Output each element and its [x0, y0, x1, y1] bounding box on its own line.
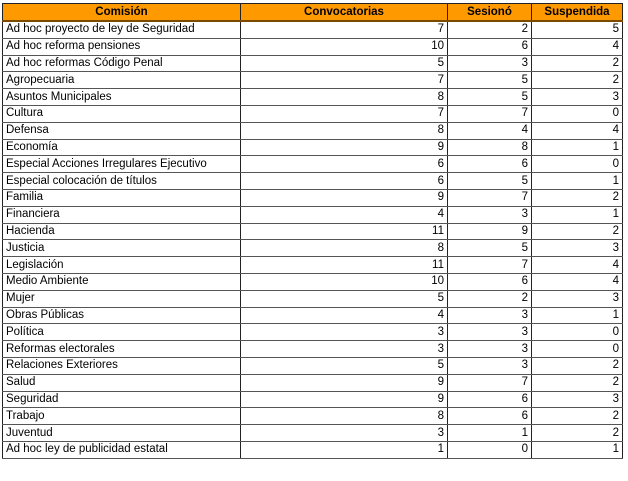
cell-suspendida: 0 [532, 156, 623, 173]
cell-convocatorias: 3 [241, 324, 448, 341]
cell-convocatorias: 9 [241, 189, 448, 206]
table-row [3, 391, 623, 408]
cell-sesiono: 5 [448, 240, 532, 257]
table-row [3, 21, 623, 38]
cell-suspendida: 3 [532, 240, 623, 257]
table-row [3, 38, 623, 55]
cell-comision: Familia [3, 189, 241, 206]
cell-sesiono: 6 [448, 408, 532, 425]
cell-suspendida: 1 [532, 173, 623, 190]
commission-table [2, 3, 623, 459]
cell-suspendida: 3 [532, 290, 623, 307]
table-row [3, 341, 623, 358]
cell-sesiono: 5 [448, 173, 532, 190]
cell-comision: Seguridad [3, 391, 241, 408]
table-row [3, 72, 623, 89]
table-row [3, 139, 623, 156]
cell-convocatorias: 6 [241, 173, 448, 190]
cell-convocatorias: 9 [241, 139, 448, 156]
header-row [3, 4, 623, 22]
cell-comision: Juventud [3, 425, 241, 442]
table-row [3, 273, 623, 290]
cell-suspendida: 2 [532, 374, 623, 391]
cell-comision: Reformas electorales [3, 341, 241, 358]
cell-comision: Financiera [3, 206, 241, 223]
table-row [3, 240, 623, 257]
table-row [3, 189, 623, 206]
table-row [3, 257, 623, 274]
cell-convocatorias: 5 [241, 290, 448, 307]
cell-convocatorias: 4 [241, 206, 448, 223]
cell-suspendida: 3 [532, 391, 623, 408]
cell-convocatorias: 10 [241, 38, 448, 55]
cell-sesiono: 6 [448, 156, 532, 173]
cell-convocatorias: 1 [241, 441, 448, 458]
cell-suspendida: 0 [532, 341, 623, 358]
cell-suspendida: 2 [532, 55, 623, 72]
cell-convocatorias: 5 [241, 55, 448, 72]
cell-convocatorias: 5 [241, 357, 448, 374]
cell-sesiono: 7 [448, 189, 532, 206]
cell-sesiono: 3 [448, 341, 532, 358]
cell-comision: Ad hoc reformas Código Penal [3, 55, 241, 72]
cell-suspendida: 2 [532, 408, 623, 425]
cell-suspendida: 4 [532, 257, 623, 274]
table-row [3, 173, 623, 190]
table-row [3, 156, 623, 173]
cell-suspendida: 1 [532, 441, 623, 458]
cell-sesiono: 3 [448, 55, 532, 72]
cell-suspendida: 2 [532, 223, 623, 240]
cell-sesiono: 5 [448, 89, 532, 106]
cell-sesiono: 1 [448, 425, 532, 442]
cell-suspendida: 2 [532, 357, 623, 374]
cell-suspendida: 1 [532, 206, 623, 223]
cell-comision: Especial Acciones Irregulares Ejecutivo [3, 156, 241, 173]
cell-convocatorias: 6 [241, 156, 448, 173]
table-row [3, 122, 623, 139]
cell-comision: Relaciones Exteriores [3, 357, 241, 374]
cell-comision: Cultura [3, 105, 241, 122]
table-row [3, 374, 623, 391]
cell-comision: Ad hoc ley de publicidad estatal [3, 441, 241, 458]
cell-sesiono: 3 [448, 324, 532, 341]
cell-sesiono: 6 [448, 273, 532, 290]
cell-sesiono: 4 [448, 122, 532, 139]
table-row [3, 307, 623, 324]
cell-convocatorias: 9 [241, 374, 448, 391]
cell-sesiono: 7 [448, 257, 532, 274]
cell-comision: Obras Públicas [3, 307, 241, 324]
cell-sesiono: 2 [448, 290, 532, 307]
cell-comision: Defensa [3, 122, 241, 139]
cell-comision: Medio Ambiente [3, 273, 241, 290]
cell-comision: Ad hoc reforma pensiones [3, 38, 241, 55]
cell-suspendida: 3 [532, 89, 623, 106]
cell-sesiono: 7 [448, 374, 532, 391]
cell-comision: Ad hoc proyecto de ley de Seguridad [3, 21, 241, 38]
cell-comision: Salud [3, 374, 241, 391]
table-row [3, 441, 623, 458]
cell-sesiono: 5 [448, 72, 532, 89]
cell-convocatorias: 7 [241, 105, 448, 122]
cell-convocatorias: 8 [241, 240, 448, 257]
cell-convocatorias: 3 [241, 425, 448, 442]
header-comision: Comisión [3, 4, 241, 22]
cell-comision: Trabajo [3, 408, 241, 425]
cell-suspendida: 0 [532, 105, 623, 122]
cell-sesiono: 6 [448, 38, 532, 55]
cell-sesiono: 9 [448, 223, 532, 240]
cell-comision: Agropecuaria [3, 72, 241, 89]
cell-comision: Justicia [3, 240, 241, 257]
cell-sesiono: 7 [448, 105, 532, 122]
cell-suspendida: 1 [532, 139, 623, 156]
cell-convocatorias: 10 [241, 273, 448, 290]
cell-convocatorias: 4 [241, 307, 448, 324]
cell-sesiono: 3 [448, 307, 532, 324]
cell-convocatorias: 11 [241, 257, 448, 274]
table-row [3, 425, 623, 442]
cell-suspendida: 0 [532, 324, 623, 341]
cell-comision: Política [3, 324, 241, 341]
cell-convocatorias: 7 [241, 21, 448, 38]
cell-suspendida: 5 [532, 21, 623, 38]
cell-convocatorias: 7 [241, 72, 448, 89]
table-row [3, 324, 623, 341]
cell-suspendida: 4 [532, 122, 623, 139]
cell-suspendida: 2 [532, 72, 623, 89]
cell-suspendida: 2 [532, 425, 623, 442]
cell-comision: Asuntos Municipales [3, 89, 241, 106]
table-row [3, 105, 623, 122]
cell-convocatorias: 3 [241, 341, 448, 358]
header-convocatorias: Convocatorias [241, 4, 448, 22]
table-row [3, 55, 623, 72]
cell-comision: Economía [3, 139, 241, 156]
cell-convocatorias: 9 [241, 391, 448, 408]
cell-sesiono: 0 [448, 441, 532, 458]
cell-convocatorias: 8 [241, 122, 448, 139]
table-body [3, 21, 623, 458]
cell-suspendida: 2 [532, 189, 623, 206]
table-row [3, 290, 623, 307]
cell-convocatorias: 8 [241, 408, 448, 425]
cell-sesiono: 2 [448, 21, 532, 38]
table-row [3, 206, 623, 223]
cell-convocatorias: 11 [241, 223, 448, 240]
table-row [3, 89, 623, 106]
cell-comision: Especial colocación de títulos [3, 173, 241, 190]
cell-suspendida: 4 [532, 273, 623, 290]
cell-comision: Legislación [3, 257, 241, 274]
cell-sesiono: 3 [448, 357, 532, 374]
table-row [3, 408, 623, 425]
cell-suspendida: 4 [532, 38, 623, 55]
cell-comision: Hacienda [3, 223, 241, 240]
cell-convocatorias: 8 [241, 89, 448, 106]
cell-sesiono: 8 [448, 139, 532, 156]
table-row [3, 357, 623, 374]
cell-sesiono: 3 [448, 206, 532, 223]
header-suspendida: Suspendida [532, 4, 623, 22]
header-sesiono: Sesionó [448, 4, 532, 22]
cell-suspendida: 1 [532, 307, 623, 324]
table-row [3, 223, 623, 240]
cell-sesiono: 6 [448, 391, 532, 408]
cell-comision: Mujer [3, 290, 241, 307]
